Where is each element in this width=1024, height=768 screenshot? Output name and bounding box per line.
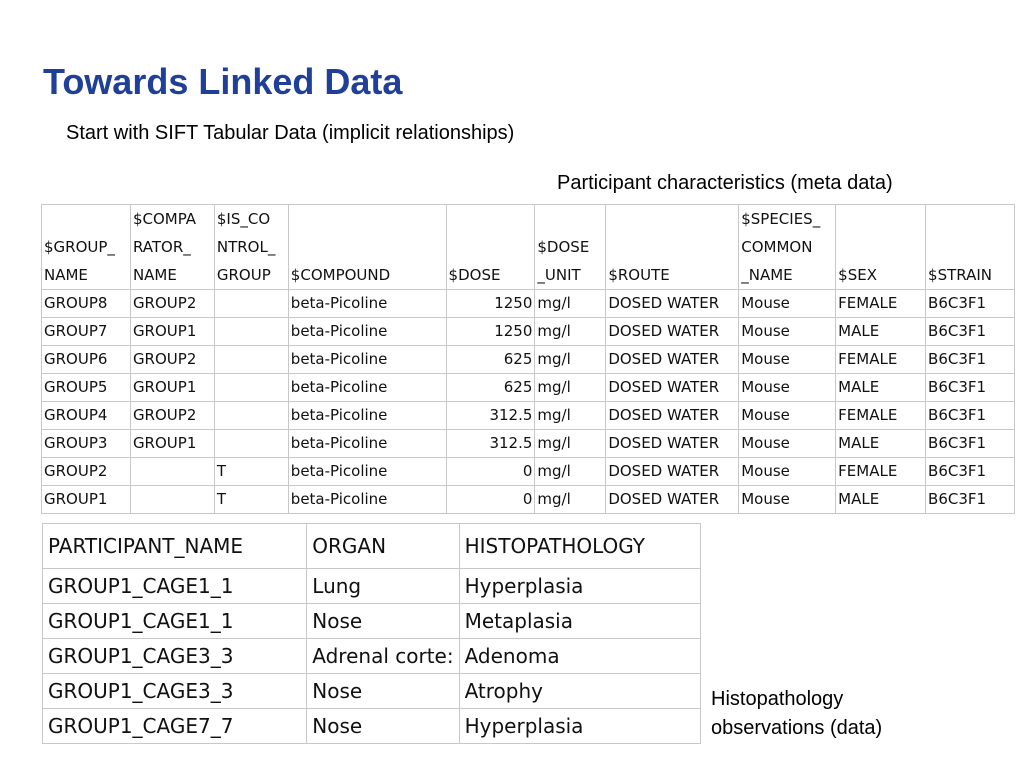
meta-header-cell [926, 205, 1015, 290]
meta-header-text: $GROUP_ [44, 238, 115, 256]
observations-caption-line-1: Histopathology [711, 688, 844, 710]
table-cell: beta-Picoline [288, 458, 446, 486]
meta-header-text: $IS_CO [216, 210, 271, 228]
table-cell: mg/l [535, 318, 606, 346]
obs-header-cell: PARTICIPANT_NAME [43, 524, 307, 569]
table-cell: GROUP6 [42, 346, 131, 374]
table-cell: B6C3F1 [926, 402, 1015, 430]
table-cell [214, 430, 288, 458]
meta-header-text: NAME [132, 266, 177, 284]
meta-header-text: $SPECIES_ [741, 210, 821, 228]
table-cell: mg/l [535, 458, 606, 486]
table-row [43, 604, 701, 639]
table-cell: 1250 [446, 290, 535, 318]
table-cell: B6C3F1 [926, 374, 1015, 402]
table-cell: 1250 [446, 318, 535, 346]
meta-header-text: $STRAIN [928, 266, 992, 284]
table-cell: 0 [446, 458, 535, 486]
table-row [42, 486, 1015, 514]
meta-header-text: GROUP [216, 266, 271, 284]
table-cell: DOSED WATER [606, 430, 739, 458]
table-cell: FEMALE [836, 290, 926, 318]
table-cell: T [214, 486, 288, 514]
table-cell: B6C3F1 [926, 458, 1015, 486]
table-cell: GROUP7 [42, 318, 131, 346]
table-row [42, 458, 1015, 486]
table-cell: FEMALE [836, 402, 926, 430]
table-cell: GROUP1_CAGE1_1 [43, 604, 307, 639]
table-cell: B6C3F1 [926, 346, 1015, 374]
table-cell: Adrenal corte: [307, 639, 459, 674]
observations-caption [711, 685, 882, 743]
table-cell: GROUP1_CAGE1_1 [43, 569, 307, 604]
table-cell: B6C3F1 [926, 430, 1015, 458]
table-cell: beta-Picoline [288, 346, 446, 374]
table-cell: Metaplasia [459, 604, 700, 639]
table-cell: GROUP5 [42, 374, 131, 402]
table-cell: Mouse [739, 318, 836, 346]
meta-header-cell [130, 205, 214, 290]
meta-header-cell [214, 205, 288, 290]
table-cell: GROUP2 [130, 346, 214, 374]
table-cell: mg/l [535, 346, 606, 374]
table-cell: beta-Picoline [288, 374, 446, 402]
table-cell: MALE [836, 318, 926, 346]
meta-header-text: $DOSE [448, 266, 501, 284]
table-cell: GROUP4 [42, 402, 131, 430]
table-row [42, 402, 1015, 430]
meta-header-cell [42, 205, 131, 290]
obs-header-cell: ORGAN [307, 524, 459, 569]
meta-header-cell [836, 205, 926, 290]
obs-table-body [43, 569, 701, 744]
table-cell: Mouse [739, 430, 836, 458]
slide-title: Towards Linked Data [43, 61, 403, 102]
table-row [42, 290, 1015, 318]
table-cell: GROUP1 [130, 318, 214, 346]
table-cell: 312.5 [446, 402, 535, 430]
table-cell: Mouse [739, 402, 836, 430]
table-cell: Nose [307, 674, 459, 709]
table-cell: GROUP3 [42, 430, 131, 458]
meta-header-text: RATOR_ [132, 238, 191, 256]
table-cell: 625 [446, 374, 535, 402]
meta-header-cell [288, 205, 446, 290]
table-cell: GROUP8 [42, 290, 131, 318]
table-cell: Mouse [739, 290, 836, 318]
meta-table-header-row [42, 205, 1015, 290]
table-row [43, 639, 701, 674]
table-cell: DOSED WATER [606, 458, 739, 486]
table-cell: DOSED WATER [606, 318, 739, 346]
table-cell: MALE [836, 374, 926, 402]
table-cell [130, 458, 214, 486]
meta-header-text: $SEX [838, 266, 877, 284]
table-cell: DOSED WATER [606, 374, 739, 402]
histopathology-observations-table [42, 523, 701, 744]
table-cell: beta-Picoline [288, 402, 446, 430]
table-cell: mg/l [535, 430, 606, 458]
table-cell: GROUP2 [42, 458, 131, 486]
table-cell [214, 318, 288, 346]
table-cell: beta-Picoline [288, 430, 446, 458]
meta-header-text: $DOSE [537, 238, 590, 256]
table-cell: Hyperplasia [459, 709, 700, 744]
table-cell [214, 374, 288, 402]
table-cell: Mouse [739, 458, 836, 486]
meta-header-text: $COMPA [132, 210, 197, 228]
meta-header-text: $COMPOUND [290, 266, 391, 284]
table-cell: GROUP1 [130, 374, 214, 402]
table-cell: T [214, 458, 288, 486]
meta-data-caption: Participant characteristics (meta data) [557, 172, 893, 194]
table-cell: GROUP1_CAGE3_3 [43, 639, 307, 674]
meta-header-text: NTROL_ [216, 238, 276, 256]
table-cell: Mouse [739, 486, 836, 514]
table-cell: FEMALE [836, 458, 926, 486]
participant-characteristics-table [41, 204, 1015, 514]
table-cell: mg/l [535, 290, 606, 318]
table-cell [214, 402, 288, 430]
table-cell: B6C3F1 [926, 318, 1015, 346]
table-cell: mg/l [535, 402, 606, 430]
table-cell: 312.5 [446, 430, 535, 458]
table-cell: Mouse [739, 374, 836, 402]
table-cell: DOSED WATER [606, 402, 739, 430]
table-cell: GROUP1 [130, 430, 214, 458]
table-cell: mg/l [535, 374, 606, 402]
table-cell: GROUP2 [130, 402, 214, 430]
meta-header-cell [606, 205, 739, 290]
table-cell: 0 [446, 486, 535, 514]
table-cell: B6C3F1 [926, 290, 1015, 318]
slide-subtitle: Start with SIFT Tabular Data (implicit relationships) [66, 122, 515, 144]
table-cell: beta-Picoline [288, 290, 446, 318]
table-cell: Hyperplasia [459, 569, 700, 604]
table-cell: beta-Picoline [288, 318, 446, 346]
table-row [42, 430, 1015, 458]
table-cell [214, 346, 288, 374]
table-cell: Nose [307, 709, 459, 744]
meta-header-text: _UNIT [537, 266, 581, 284]
meta-header-cell [739, 205, 836, 290]
table-row [43, 709, 701, 744]
table-row [42, 318, 1015, 346]
table-cell: MALE [836, 430, 926, 458]
table-cell: GROUP2 [130, 290, 214, 318]
table-row [42, 346, 1015, 374]
table-cell: FEMALE [836, 346, 926, 374]
meta-header-text: $ROUTE [608, 266, 670, 284]
obs-table-header-row [43, 524, 701, 569]
table-cell [214, 290, 288, 318]
table-cell: Atrophy [459, 674, 700, 709]
meta-header-cell [535, 205, 606, 290]
table-cell: GROUP1_CAGE3_3 [43, 674, 307, 709]
table-row [42, 374, 1015, 402]
table-cell: DOSED WATER [606, 486, 739, 514]
table-cell: MALE [836, 486, 926, 514]
table-cell: DOSED WATER [606, 346, 739, 374]
table-cell: Mouse [739, 346, 836, 374]
meta-table-body [42, 290, 1015, 514]
meta-header-cell [446, 205, 535, 290]
meta-header-text: _NAME [741, 266, 793, 284]
table-cell [130, 486, 214, 514]
meta-header-text: COMMON [741, 238, 813, 256]
table-cell: Lung [307, 569, 459, 604]
table-row [43, 674, 701, 709]
table-cell: 625 [446, 346, 535, 374]
table-cell: mg/l [535, 486, 606, 514]
table-cell: beta-Picoline [288, 486, 446, 514]
table-cell: GROUP1_CAGE7_7 [43, 709, 307, 744]
table-cell: Nose [307, 604, 459, 639]
table-cell: Adenoma [459, 639, 700, 674]
table-row [43, 569, 701, 604]
observations-caption-line-2: observations (data) [711, 717, 883, 739]
meta-header-text: NAME [44, 266, 88, 284]
table-cell: GROUP1 [42, 486, 131, 514]
obs-header-cell: HISTOPATHOLOGY [459, 524, 700, 569]
table-cell: B6C3F1 [926, 486, 1015, 514]
table-cell: DOSED WATER [606, 290, 739, 318]
